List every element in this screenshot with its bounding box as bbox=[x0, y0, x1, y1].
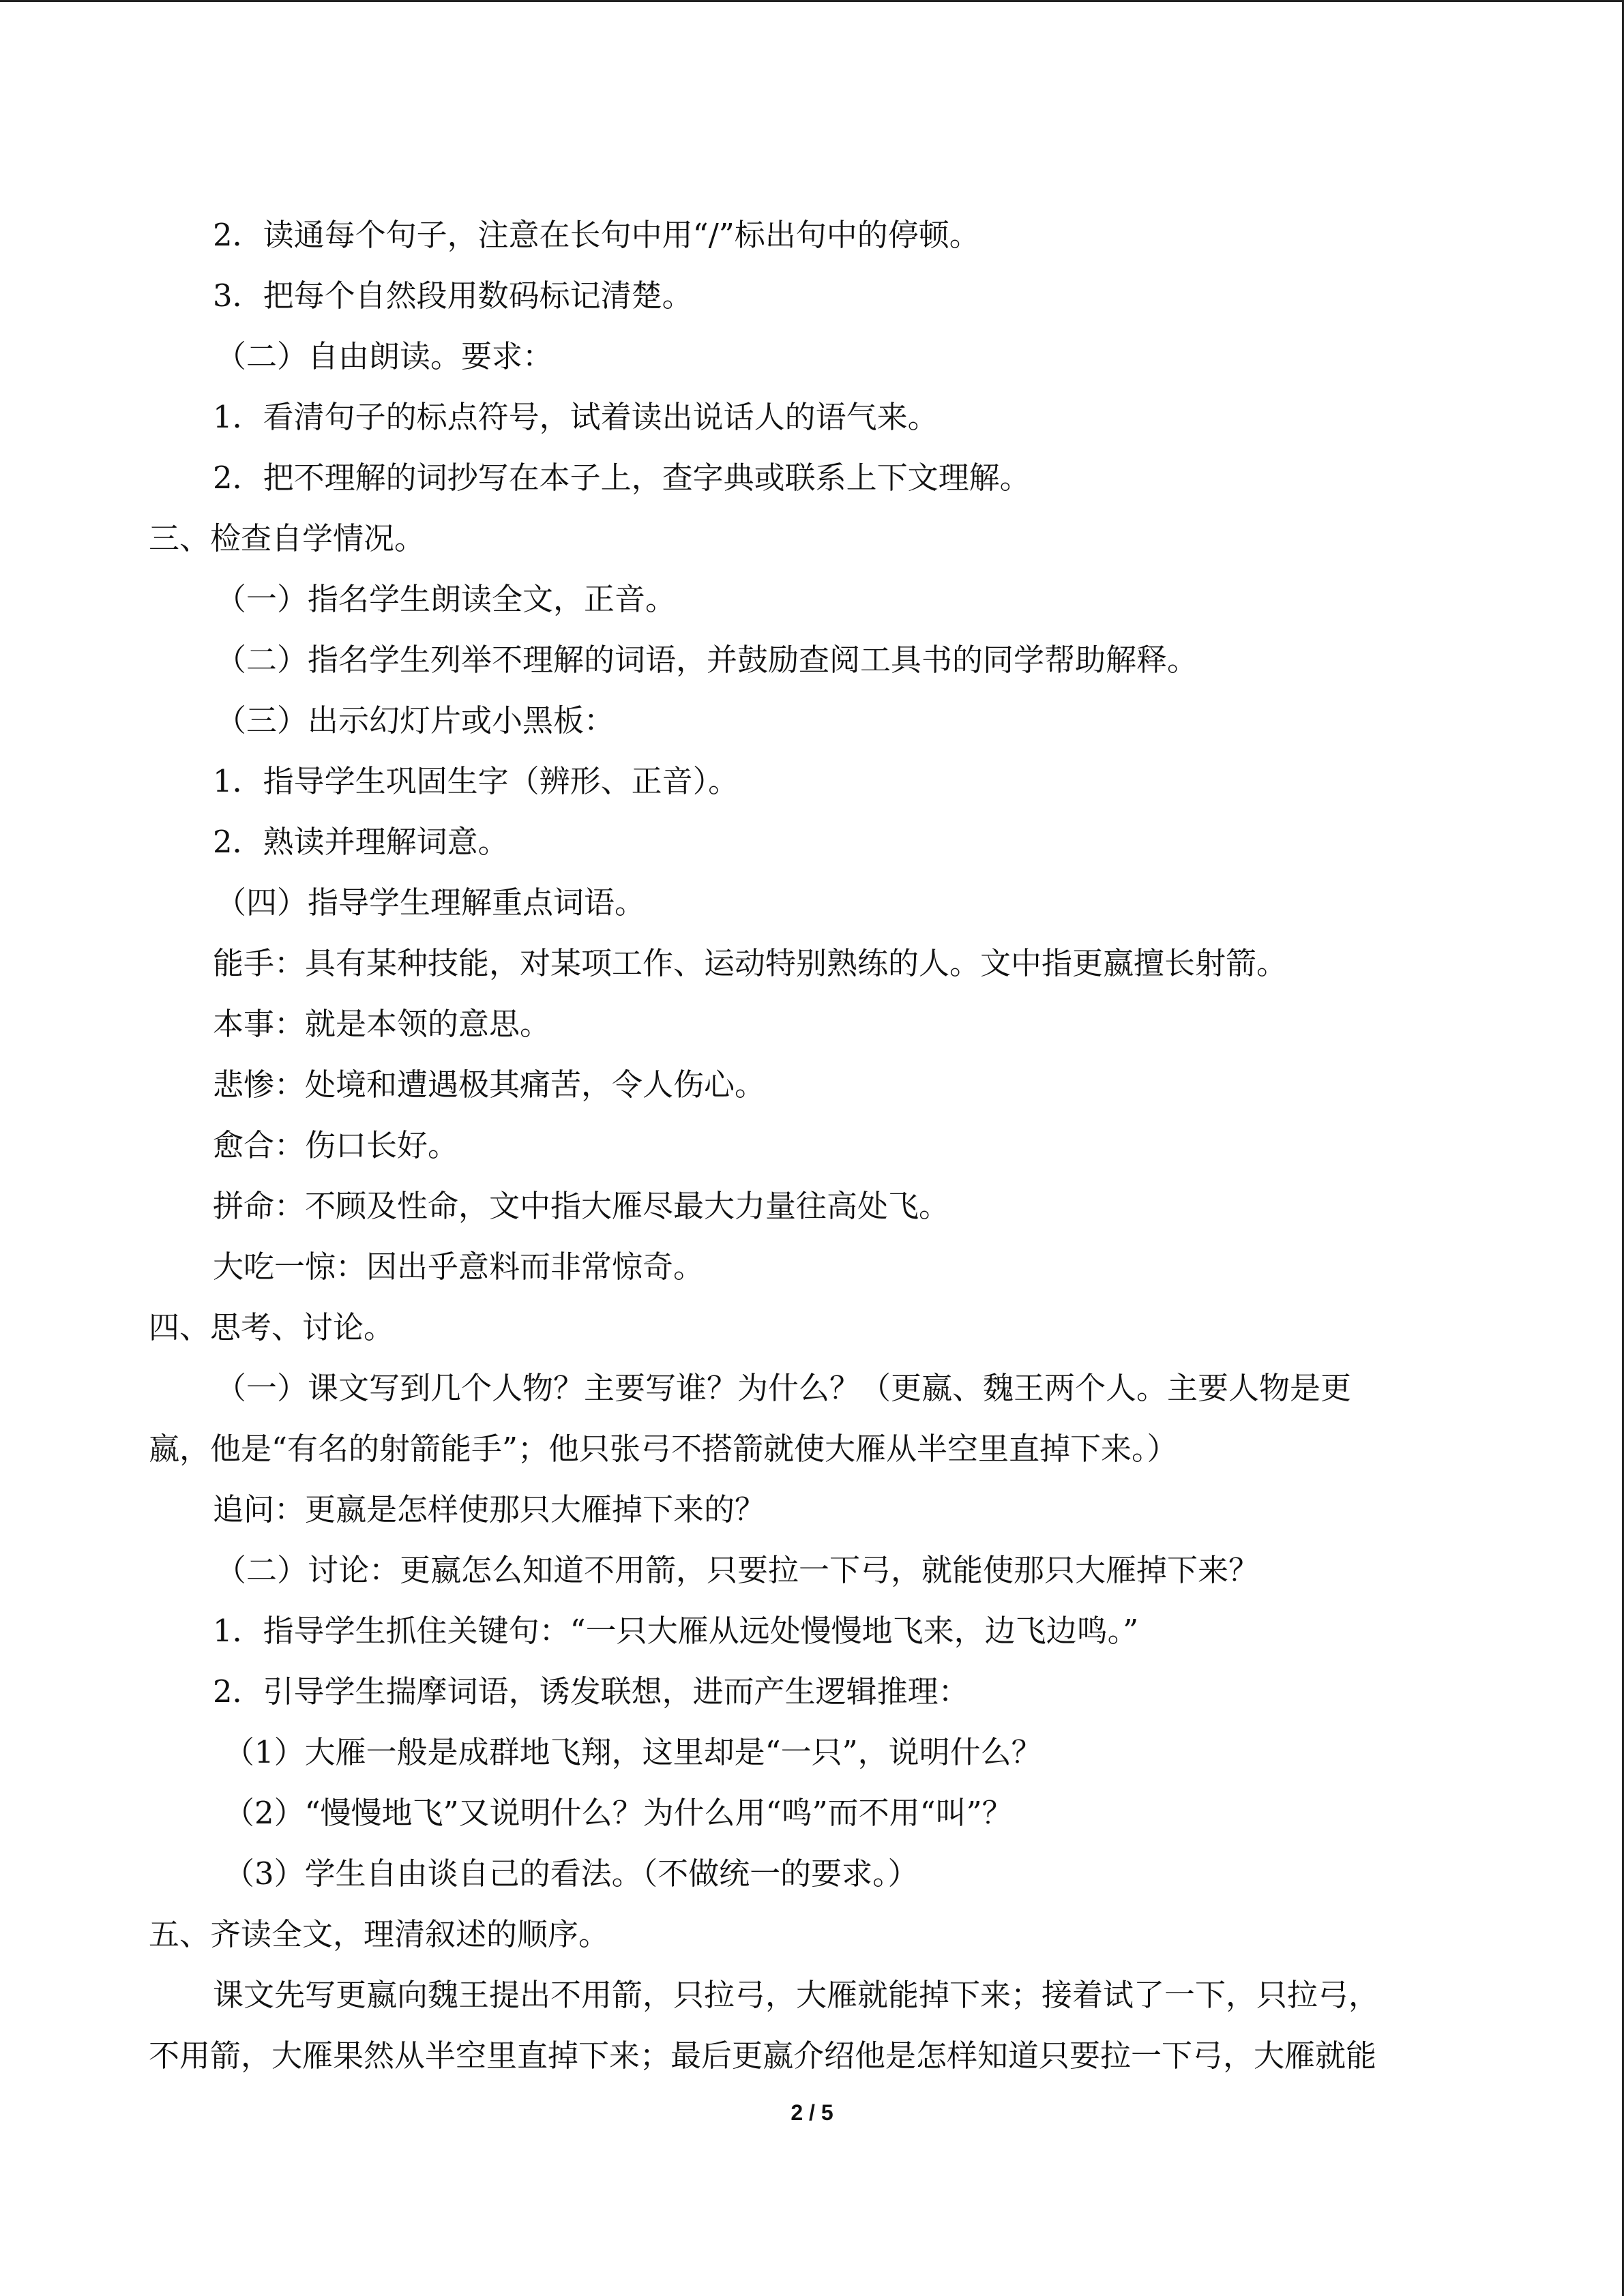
text-line: 3．把每个自然段用数码标记清楚。 bbox=[213, 278, 693, 314]
text-line: 四、思考、讨论。 bbox=[149, 1309, 395, 1345]
text-line: （2）“慢慢地飞”又说明什么？为什么用“鸣”而不用“叫”？ bbox=[224, 1795, 1013, 1831]
text-line: （二）指名学生列举不理解的词语，并鼓励查阅工具书的同学帮助解释。 bbox=[216, 642, 1198, 678]
text-line: 拼命：不顾及性命，文中指大雁尽最大力量往高处飞。 bbox=[213, 1188, 950, 1224]
text-line: 能手：具有某种技能，对某项工作、运动特别熟练的人。文中指更嬴擅长射箭。 bbox=[213, 945, 1288, 981]
page-top-border bbox=[0, 0, 1624, 2]
text-line: （3）学生自由谈自己的看法。（不做统一的要求。） bbox=[224, 1855, 919, 1892]
text-line: （二）自由朗读。要求： bbox=[216, 338, 554, 374]
text-line: （二）讨论：更嬴怎么知道不用箭，只要拉一下弓，就能使那只大雁掉下来？ bbox=[216, 1552, 1260, 1588]
text-line: 大吃一惊：因出乎意料而非常惊奇。 bbox=[213, 1249, 705, 1285]
text-line: （三）出示幻灯片或小黑板： bbox=[216, 702, 615, 739]
text-line: 课文先写更嬴向魏王提出不用箭，只拉弓，大雁就能掉下来；接着试了一下，只拉弓， bbox=[213, 1977, 1380, 2013]
text-line: （一）课文写到几个人物？主要写谁？为什么？（更嬴、魏王两个人。主要人物是更 bbox=[216, 1370, 1352, 1406]
text-line: 2．读通每个句子，注意在长句中用“/”标出句中的停顿。 bbox=[213, 217, 980, 253]
text-line: 2．引导学生揣摩词语，诱发联想，进而产生逻辑推理： bbox=[213, 1673, 969, 1710]
text-line: 嬴，他是“有名的射箭能手”；他只张弓不搭箭就使大雁从半空里直掉下来。） bbox=[149, 1431, 1178, 1467]
text-line: （一）指名学生朗读全文，正音。 bbox=[216, 581, 677, 617]
text-line: 2．熟读并理解词意。 bbox=[213, 824, 509, 860]
text-line: 追问：更嬴是怎样使那只大雁掉下来的？ bbox=[213, 1491, 766, 1527]
text-line: 2．把不理解的词抄写在本子上，查字典或联系上下文理解。 bbox=[213, 460, 1031, 496]
text-line: 五、齐读全文，理清叙述的顺序。 bbox=[149, 1916, 610, 1952]
text-line: （1）大雁一般是成群地飞翔，这里却是“一只”，说明什么？ bbox=[224, 1734, 1042, 1770]
page-number: 2 / 5 bbox=[791, 2100, 833, 2125]
text-line: （四）指导学生理解重点词语。 bbox=[216, 884, 646, 921]
text-line: 1．看清句子的标点符号，试着读出说话人的语气来。 bbox=[213, 399, 939, 435]
text-line: 三、检查自学情况。 bbox=[149, 520, 426, 556]
text-line: 1．指导学生抓住关键句：“一只大雁从远处慢慢地飞来，边飞边鸣。” bbox=[213, 1613, 1139, 1649]
document-body bbox=[149, 205, 1462, 2086]
text-line: 悲惨：处境和遭遇极其痛苦，令人伤心。 bbox=[213, 1067, 766, 1103]
text-line: 不用箭，大雁果然从半空里直掉下来；最后更嬴介绍他是怎样知道只要拉一下弓，大雁就能 bbox=[149, 2038, 1377, 2074]
text-line: 1．指导学生巩固生字（辨形、正音）。 bbox=[213, 763, 739, 799]
text-line: 愈合：伤口长好。 bbox=[213, 1127, 459, 1163]
text-line: 本事：就是本领的意思。 bbox=[213, 1006, 551, 1042]
